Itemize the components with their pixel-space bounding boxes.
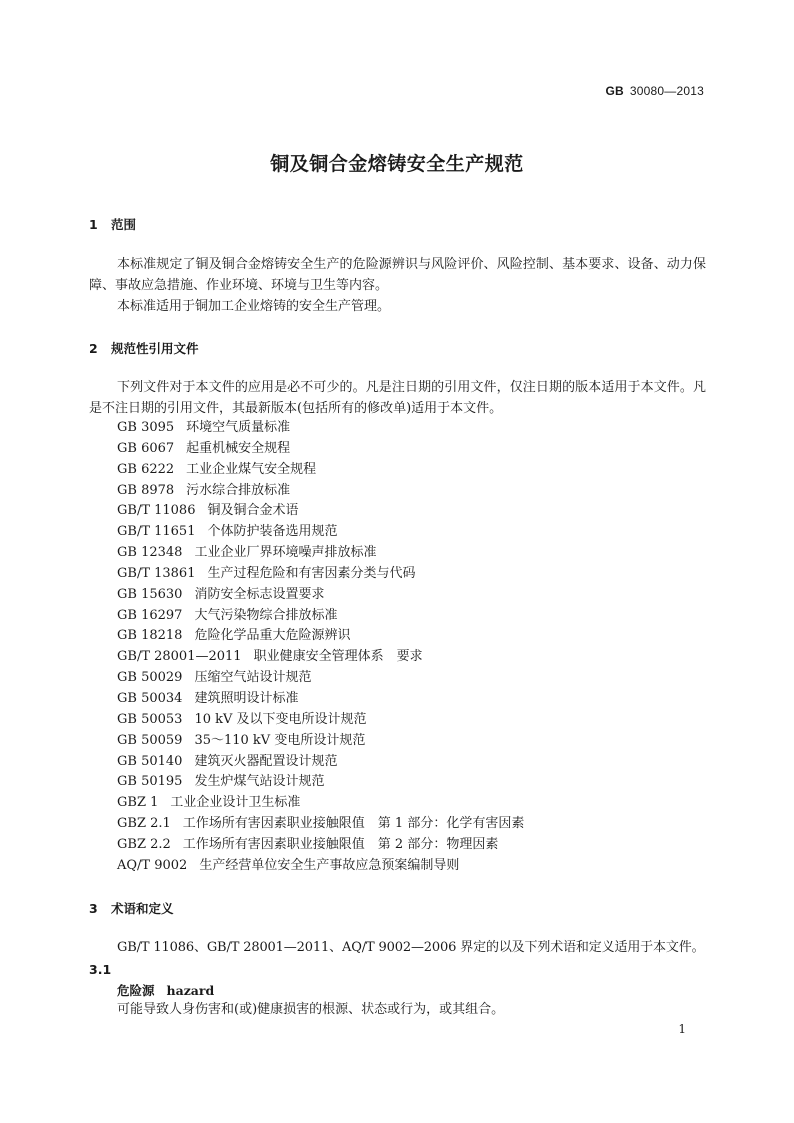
reference-title: 压缩空气站设计规范: [194, 670, 312, 686]
reference-item: [117, 647, 524, 668]
section-number: 1: [89, 217, 98, 232]
term-heading: [117, 981, 214, 999]
reference-item: [117, 543, 524, 564]
reference-title: 建筑灭火器配置设计规范: [194, 753, 338, 769]
term-en: hazard: [166, 983, 215, 998]
standard-prefix: GB: [605, 84, 624, 98]
reference-item: [117, 585, 524, 606]
section-number: 2: [89, 341, 98, 356]
reference-title: 职业健康安全管理体系 要求: [253, 649, 423, 665]
reference-title: 工作场所有害因素职业接触限值 第 2 部分：物理因素: [182, 836, 499, 852]
reference-item: [117, 835, 524, 856]
reference-item: [117, 689, 524, 710]
reference-title: 发生炉煤气站设计规范: [194, 774, 325, 790]
reference-title: 生产经营单位安全生产事故应急预案编制导则: [199, 857, 460, 873]
standard-number: 30080—2013: [629, 84, 704, 98]
section-title: 范围: [111, 217, 137, 232]
section-heading-terms: [89, 899, 174, 917]
reference-title: 10 kV 及以下变电所设计规范: [194, 711, 367, 727]
reference-item: [117, 606, 524, 627]
section-heading-scope: [89, 215, 136, 233]
reference-title: 工业企业厂界环境噪声排放标准: [194, 545, 377, 561]
reference-title: 生产过程危险和有害因素分类与代码: [207, 565, 416, 581]
reference-item: [117, 418, 524, 439]
reference-title: 大气污染物综合排放标准: [194, 607, 338, 623]
reference-title: 危险化学品重大危险源辨识: [194, 628, 351, 644]
section-heading-references: [89, 339, 199, 357]
reference-code: GB 15630: [117, 586, 183, 602]
references-intro: 下列文件对于本文件的应用是必不可少的。凡是注日期的引用文件，仅注日期的版本适用于本文件。凡是不注日期的引用文件，其最新版本(包括所有的修改单)适用于本文件。: [89, 380, 706, 416]
reference-item: [117, 731, 524, 752]
reference-code: GB 12348: [117, 545, 183, 561]
term-number: 3.1: [89, 962, 112, 977]
page-number: 1: [678, 1022, 686, 1036]
reference-item: [117, 439, 524, 460]
reference-code: GB/T 11651: [117, 524, 196, 540]
reference-title: 35～110 kV 变电所设计规范: [194, 732, 366, 748]
section-title: 规范性引用文件: [111, 341, 199, 356]
reference-code: AQ/T 9002: [117, 857, 188, 873]
reference-item: [117, 814, 524, 835]
reference-code: GB/T 28001—2011: [117, 649, 242, 665]
reference-code: GB/T 13861: [117, 565, 196, 581]
reference-item: [117, 460, 524, 481]
reference-title: 工业企业设计卫生标准: [170, 795, 301, 811]
reference-title: 工业企业煤气安全规程: [186, 461, 317, 477]
reference-title: 污水综合排放标准: [186, 482, 291, 498]
reference-title: 起重机械安全规程: [186, 440, 291, 456]
reference-title: 工作场所有害因素职业接触限值 第 1 部分：化学有害因素: [182, 816, 525, 832]
scope-paragraph-1: 本标准规定了铜及铜合金熔铸安全生产的危险源辨识与风险评价、风险控制、基本要求、设备、动力保障、事故应急措施、作业环境、环境与卫生等内容。: [89, 257, 706, 293]
standard-code: [606, 84, 704, 98]
reference-code: GB 50195: [117, 774, 183, 790]
reference-code: GB 6067: [117, 440, 175, 456]
reference-code: GB 50140: [117, 753, 183, 769]
reference-item: [117, 481, 524, 502]
reference-code: GBZ 2.1: [117, 816, 171, 832]
reference-code: GBZ 2.2: [117, 836, 171, 852]
reference-item: [117, 793, 524, 814]
section-number: 3: [89, 901, 98, 916]
section-title: 术语和定义: [111, 901, 174, 916]
reference-item: [117, 772, 524, 793]
term-definition: 可能导致人身伤害和(或)健康损害的根源、状态或行为，或其组合。: [117, 1002, 505, 1017]
reference-code: GB 18218: [117, 628, 183, 644]
reference-list: [117, 418, 524, 877]
reference-title: 铜及铜合金术语: [207, 503, 299, 519]
term-zh: 危险源: [117, 983, 155, 998]
reference-code: GB/T 11086: [117, 503, 196, 519]
reference-title: 消防安全标志设置要求: [194, 586, 325, 602]
reference-item: [117, 522, 524, 543]
reference-code: GB 3095: [117, 420, 175, 435]
reference-code: GB 6222: [117, 461, 175, 477]
reference-code: GB 16297: [117, 607, 183, 623]
terms-intro: GB/T 11086、GB/T 28001—2011、AQ/T 9002—2006 界定的以及下列术语和定义适用于本文件。: [117, 940, 705, 955]
reference-code: GB 50034: [117, 690, 183, 706]
reference-item: [117, 564, 524, 585]
reference-code: GB 50059: [117, 732, 183, 748]
reference-title: 个体防护装备选用规范: [207, 524, 338, 540]
reference-item: [117, 626, 524, 647]
reference-item: [117, 501, 524, 522]
scope-paragraph-2: 本标准适用于铜加工企业熔铸的安全生产管理。: [117, 299, 391, 314]
reference-title: 环境空气质量标准: [186, 420, 291, 435]
reference-code: GB 50029: [117, 670, 183, 686]
reference-code: GB 50053: [117, 711, 183, 727]
reference-code: GBZ 1: [117, 795, 159, 811]
reference-item: [117, 710, 524, 731]
reference-item: [117, 856, 524, 877]
reference-item: [117, 752, 524, 773]
reference-item: [117, 668, 524, 689]
reference-code: GB 8978: [117, 482, 175, 498]
reference-title: 建筑照明设计标准: [194, 690, 299, 706]
document-title: 铜及铜合金熔铸安全生产规范: [270, 153, 524, 175]
